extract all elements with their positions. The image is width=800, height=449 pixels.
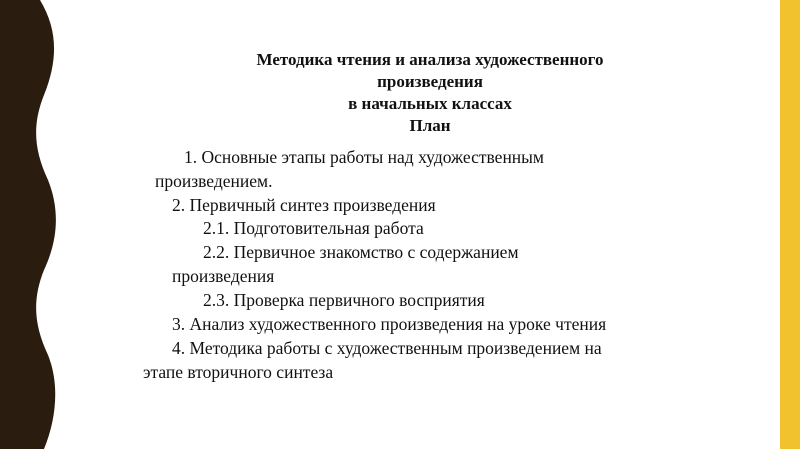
title-line-1: Методика чтения и анализа художественного <box>256 50 604 69</box>
plan-item-2: 2. Первичный синтез произведения <box>172 195 436 215</box>
plan-item-2-2: 2.2. Первичное знакомство с содержанием <box>203 242 519 262</box>
plan-item-4-continued: этапе вторичного синтеза <box>143 362 334 382</box>
plan-item-2-2-continued: произведения <box>172 266 275 286</box>
plan-item-2-1: 2.1. Подготовительная работа <box>203 218 424 238</box>
plan-heading: План <box>409 116 451 135</box>
plan-item-3: 3. Анализ художественного произведения на уроке чтения <box>172 314 607 334</box>
plan-item-2-3: 2.3. Проверка первичного восприятия <box>203 290 485 310</box>
title-line-2: произведения <box>377 72 483 91</box>
title-line-3: в начальных классах <box>348 94 512 113</box>
plan-item-1: 1. Основные этапы работы над художественным <box>184 147 545 167</box>
plan-item-1-continued: произведением. <box>155 171 273 191</box>
plan-item-4: 4. Методика работы с художественным произведением на <box>172 338 602 358</box>
slide-title <box>200 49 660 137</box>
